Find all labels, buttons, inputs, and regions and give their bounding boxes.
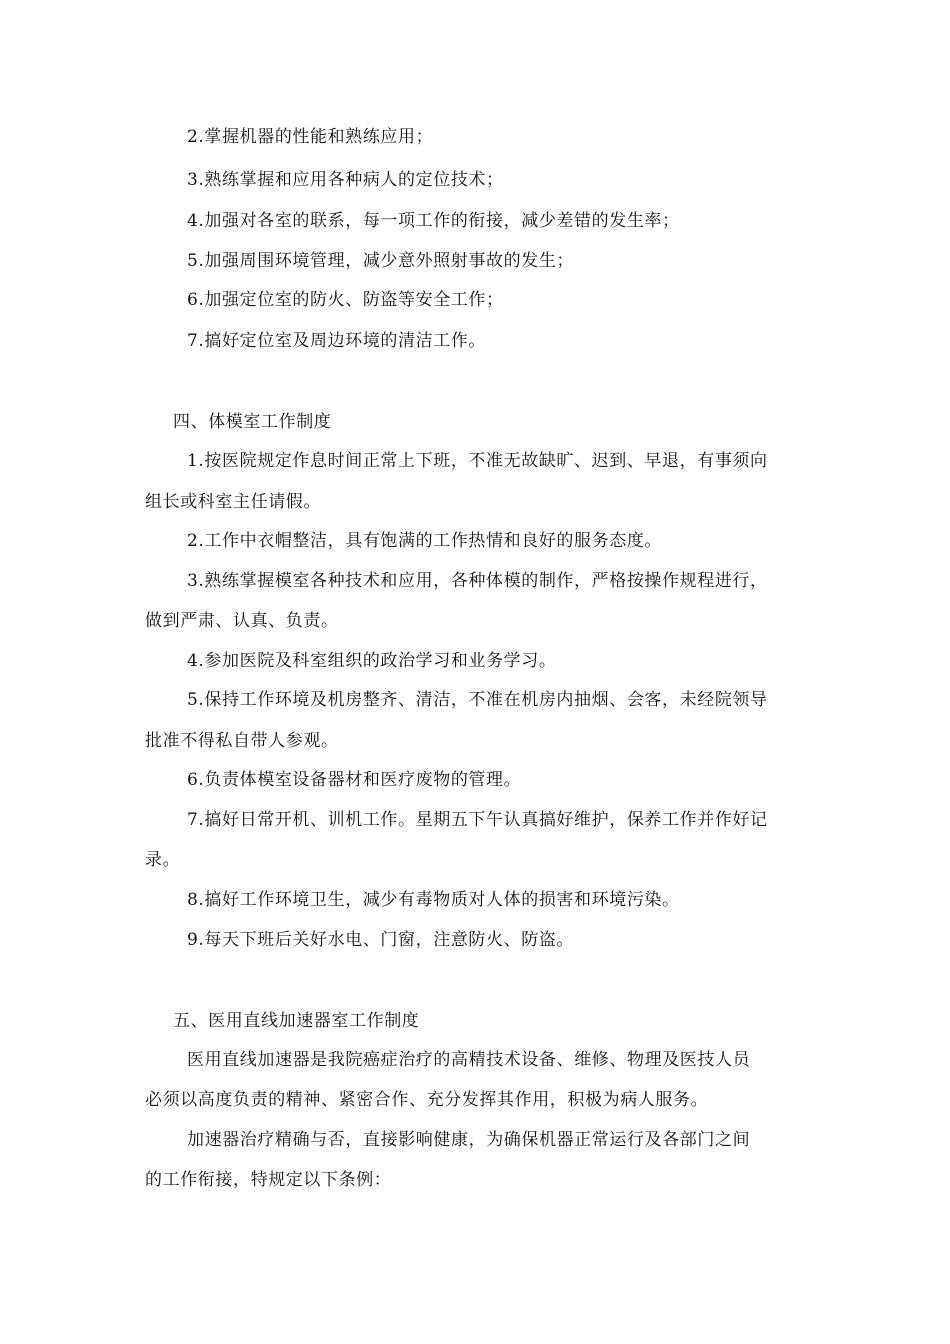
rule-item: 2.掌握机器的性能和熟练应用； [187, 127, 434, 147]
rule-item-continuation: 批准不得私自带人参观。 [145, 731, 339, 751]
rule-item: 2.工作中衣帽整洁，具有饱满的工作热情和良好的服务态度。 [187, 531, 663, 551]
rule-item: 9.每天下班后关好水电、门窗，注意防火、防盗。 [187, 930, 575, 950]
rule-item: 5.保持工作环境及机房整齐、清洁，不准在机房内抽烟、会客，未经院领导 [187, 690, 768, 710]
rule-item: 1.按医院规定作息时间正常上下班，不准无故缺旷、迟到、早退，有事须向 [187, 451, 768, 471]
rule-item: 7.搞好日常开机、训机工作。星期五下午认真搞好维护，保养工作并作好记 [187, 810, 768, 830]
rule-item: 6.负责体模室设备器材和医疗废物的管理。 [187, 770, 522, 790]
rule-item-continuation: 录。 [145, 850, 181, 870]
rule-item: 8.搞好工作环境卫生，减少有毒物质对人体的损害和环境污染。 [187, 890, 680, 910]
rule-item: 3.熟练掌握和应用各种病人的定位技术； [187, 170, 504, 190]
rule-item-continuation: 做到严肃、认真、负责。 [145, 611, 339, 631]
rule-item: 5.加强周围环境管理，减少意外照射事故的发生； [187, 251, 575, 271]
rule-item: 4.参加医院及科室组织的政治学习和业务学习。 [187, 651, 557, 671]
paragraph-line: 必须以高度负责的精神、紧密合作、充分发挥其作用，积极为病人服务。 [145, 1090, 709, 1110]
rule-item: 4.加强对各室的联系，每一项工作的衔接，减少差错的发生率； [187, 211, 680, 231]
section-heading: 五、医用直线加速器室工作制度 [173, 1011, 420, 1031]
section-heading: 四、体模室工作制度 [173, 412, 332, 432]
paragraph-line: 加速器治疗精确与否，直接影响健康，为确保机器正常运行及各部门之间 [187, 1130, 751, 1150]
paragraph-line: 医用直线加速器是我院癌症治疗的高精技术设备、维修、物理及医技人员 [187, 1050, 751, 1070]
rule-item: 3.熟练掌握模室各种技术和应用，各种体模的制作，严格按操作规程进行， [187, 571, 768, 591]
paragraph-line: 的工作衔接，特规定以下条例： [145, 1170, 392, 1190]
rule-item-continuation: 组长或科室主任请假。 [145, 492, 321, 512]
rule-item: 7.搞好定位室及周边环境的清洁工作。 [187, 331, 487, 351]
rule-item: 6.加强定位室的防火、防盗等安全工作； [187, 290, 504, 310]
